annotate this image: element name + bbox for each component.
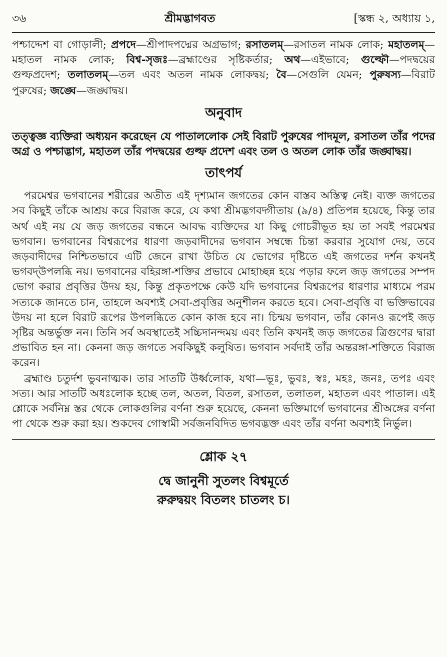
word-meaning-text: —শ্রীপাদপদ্মের অগ্রভাগ; <box>135 39 246 51</box>
sanskrit-term: জঙ্ঘে <box>50 84 77 97</box>
sanskrit-term: বৈ <box>276 69 287 82</box>
purport-heading: তাৎপর্য <box>205 166 242 182</box>
verse-line: দ্বে জানুনী সুতলং বিশ্বমূর্তে <box>158 473 289 489</box>
sanskrit-term: পুরুষস্য <box>369 69 401 82</box>
sanskrit-term: মহাতলম্ <box>388 39 425 51</box>
divider <box>12 439 435 440</box>
word-meaning-text: —রসাতল নামক লোক; <box>283 39 389 51</box>
page-header <box>12 10 435 33</box>
word-meanings <box>12 38 435 99</box>
section-reference: [স্কন্ধ ২, অধ্যায় ১, <box>353 12 435 25</box>
sanskrit-term: বিশ্ব-সৃজঃ <box>126 54 168 67</box>
purport-paragraph: পরমেশ্বর ভগবানের শরীরের অতীত এই দৃশ্যমান জগতের কোন বাস্তব অস্তিত্ব নেই। ব্যক্ত জগতের সব কিছুই তাঁকে আশ্রয় করে বিরাজ করে, যে কথা শ্রীমদ্ভগবদ্গীতায় (৯/৪) প্রতিপন্ন হয়েছে, কিন্তু তার অর্থ এই নয় যে জড় জগতের বন্ধনে আবদ্ধ ব্যক্তিদের যা কিছু গোচরীভূত হয় তা সবই পরমেশ্বর ভগবান। ভগবানের বিশ্বরূপের ধারণা জড়বাদীদের ভগবান সম্বন্ধে চিন্তা করবার সুযোগ দেয়, তবে জড়বাদীদের নিশ্চিতভাবে এটি জেনে রাখা উচিত যে ভোগের দৃষ্টিতে এই জগতের দর্শন কখনই ভগবদ্‌উপলব্ধি নয়। ভগবানের বহিরঙ্গা-শক্তির প্রভাবে মোহাচ্ছন্ন হয়ে পড়ার ফলে জড় জগতের সম্পদ ভোগ করার প্রবৃত্তির উদয় হয়, কিন্তু প্রকৃতপক্ষে কেউ যদি ভগবানের বিশ্বরূপের ধারণার মাধ্যমে পরম সত্যকে জানতে চান, তাহলে অবশ্যই সেবা-প্রবৃত্তির অনুশীলন করতে হবে। সেবা-প্রবৃত্তি বা ভক্তিভাবের উদয় না হলে বিরাট রূপের উপলব্ধিতে কোন কাজ হবে না। চিন্ময় ভগবান, তাঁর কোনও রূপেই জড় সৃষ্টির অন্তর্ভুক্ত নন। তিনি সর্ব অবস্থাতেই সচ্চিদানন্দময় এবং তিনি কখনই জড় জগতের ত্রিগুণের দ্বারা প্রভাবিত হন না। কেননা জড় জগতে সবকিছুই কলুষিত। ভগবান সর্বদাই তাঁর অন্তরঙ্গা-শক্তিতে বিরাজ করেন। <box>12 190 435 370</box>
word-meaning-text: —মহাতল নামক লোক; <box>12 39 435 67</box>
sanskrit-term: তলাতলম্ <box>67 69 109 82</box>
word-meaning-text: পশ্চাদ্দেশ বা গোড়ালী; <box>12 39 112 51</box>
sanskrit-term: অথ <box>284 54 301 67</box>
verse-line: রুরুদ্বয়ং বিতলং চাতলং চ। <box>157 492 290 508</box>
sanskrit-term: প্রপদে <box>111 39 136 51</box>
translation-text: তত্ত্বজ্ঞ ব্যক্তিরা অধ্যয়ন করেছেন যে পাতাললোক সেই বিরাট পুরুষের পাদমূল, রসাতল তাঁর পদের অগ্র ও পশ্চাদ্ভাগ, মহাতল তাঁর পদদ্বয়ের গুল্ফ প্রদেশ এবং তল ও অতল লোক তাঁর জঙ্ঘাদ্বয়। <box>12 129 435 159</box>
translation-heading: অনুবাদ <box>205 105 242 121</box>
word-meaning-text: —সেগুলি যেমন; <box>286 69 370 82</box>
sanskrit-term: রসাতলম্ <box>245 39 284 51</box>
word-meaning-text: —জঙ্ঘাদ্বয়। <box>76 84 128 97</box>
verse-number: শ্লোক ২৭ <box>199 450 248 466</box>
word-meaning-text: —পদদ্বয়ের গুল্ফপ্রদেশ; <box>12 54 436 82</box>
word-meaning-text: —বিরাট পুরুষের; <box>12 69 436 97</box>
word-meaning-text: —এইভাবে; <box>300 54 361 67</box>
book-title: শ্রীমদ্ভাগবত <box>164 12 216 25</box>
sanskrit-term: গুল্ফৌ <box>360 54 390 67</box>
word-meaning-text: —ব্রহ্মাণ্ডের সৃষ্টিকর্তার; <box>167 54 285 67</box>
page-number: ৩৬ <box>12 12 27 25</box>
purport-paragraph: ব্রহ্মাণ্ড চতুর্দশ ভুবনাত্মক। তার সাতটি উর্ধ্বলোক, যথা—ভূঃ, ভুবঃ, স্বঃ, মহঃ, জনঃ, তপঃ এবং সত্য। আর সাতটি অধঃলোক হচ্ছে তল, অতল, বিতল, রসাতল, তলাতল, মহাতল এবং পাতাল। এই শ্লোকে সর্বনিম্ন স্তর থেকে লোকগুলির বর্ণনা শুরু হয়েছে, কেননা ভক্তিমার্গে ভগবানের শ্রীঅঙ্গের বর্ণনা পা থেকে শুরু করা হয়। শুকদেব গোস্বামী সর্বজনবিদিত ভগবদ্ভক্ত এবং তাঁর বর্ণনা অবশ্যই নির্ভুল। <box>12 372 435 431</box>
word-meaning-text: —তল এবং অতল নামক লোকদ্বয়; <box>108 69 277 82</box>
